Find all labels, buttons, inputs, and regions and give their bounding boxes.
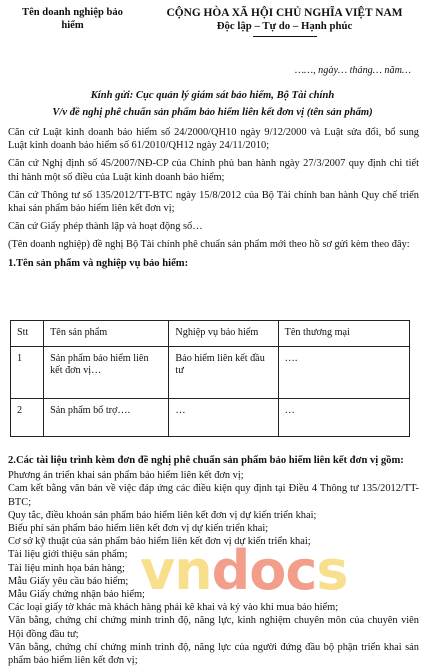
watermark-part: vn bbox=[140, 539, 212, 602]
list-item: Cơ sở kỹ thuật của sản phẩm bảo hiểm liên kết đơn vị dự kiến triển khai; bbox=[8, 536, 311, 548]
company-name-block bbox=[10, 6, 135, 32]
table-cell: 1 bbox=[11, 346, 44, 398]
list-item: Các loại giấy tờ khác mà khách hàng phải kê khai và ký vào khi mua bảo hiểm; bbox=[8, 602, 339, 614]
header-cell: Tên sản phẩm bbox=[44, 321, 169, 347]
watermark-part: doc bbox=[211, 539, 317, 602]
vndoc-watermark-logo bbox=[140, 539, 348, 602]
paragraph: Căn cứ Thông tư số 135/2012/TT-BTC ngày 15/8/2012 của Bộ Tài chính ban hành Quy chế triển khai sản phẩm bảo hiểm liên kết đơn vị; bbox=[8, 189, 419, 215]
motto-underline bbox=[253, 36, 317, 37]
table-cell: 2 bbox=[11, 398, 44, 436]
national-motto: Độc lập – Tự do – Hạnh phúc bbox=[216, 20, 353, 32]
table-header-row bbox=[11, 321, 410, 347]
document-header bbox=[0, 6, 425, 66]
table-row bbox=[11, 346, 410, 398]
country-name: CỘNG HÒA XÃ HỘI CHỦ NGHĨA VIỆT NAM bbox=[166, 7, 403, 19]
table-cell: Bảo hiểm liên kết đầu tư bbox=[169, 346, 278, 398]
table-cell: … bbox=[278, 398, 409, 436]
list-item: Cam kết bằng văn bản về việc đáp ứng các điều kiện quy định tại Điều 4 Thông tư 135/2012/TT-BTC; bbox=[8, 483, 419, 508]
table-cell: Sản phẩm bổ trợ…. bbox=[44, 398, 169, 436]
list-item: Mẫu Giấy yêu cầu bảo hiểm; bbox=[8, 575, 129, 587]
subject-line: V/v đề nghị phê chuẩn sản phẩm bảo hiểm liên kết đơn vị (tên sản phẩm) bbox=[52, 107, 373, 118]
list-item: Mẫu Giấy chứng nhận bảo hiểm; bbox=[8, 589, 145, 601]
company-name-line1: Tên doanh nghiệp bảo bbox=[22, 7, 123, 18]
table-cell: …. bbox=[278, 346, 409, 398]
header-cell: Tên thương mại bbox=[278, 321, 409, 347]
section-2-title: 2.Các tài liệu trình kèm đơn đề nghị phê chuẩn sản phẩm bảo hiểm liên kết đơn vị gồm: bbox=[8, 455, 404, 466]
table-row bbox=[11, 398, 410, 436]
place-date-line: ……, ngày… tháng… năm… bbox=[294, 65, 411, 76]
list-item: Văn bằng, chứng chỉ chứng minh trình độ, năng lực, kinh nghiệm chuyên môn của chuyên viên Hội đồng đầu tư; bbox=[8, 615, 419, 640]
section-1-title: 1.Tên sản phẩm và nghiệp vụ bảo hiểm: bbox=[8, 257, 189, 269]
watermark-part: s bbox=[316, 539, 348, 602]
paragraph: Căn cứ Nghị định số 45/2007/NĐ-CP của Chính phủ ban hành ngày 27/3/2007 quy định chi tiết thi hành một số điều của Luật kinh doanh bảo hiểm; bbox=[8, 158, 419, 183]
list-item: Tài liệu minh họa bán hàng; bbox=[8, 562, 125, 574]
table-cell: Sản phẩm bảo hiểm liên kết đơn vị… bbox=[44, 346, 169, 398]
company-name-line2: hiểm bbox=[61, 20, 84, 31]
paragraph: Căn cứ Giấy phép thành lập và hoạt động số… bbox=[8, 221, 203, 233]
header-cell: Nghiệp vụ bảo hiểm bbox=[169, 321, 278, 347]
table-cell: … bbox=[169, 398, 278, 436]
list-item: Biểu phí sản phẩm bảo hiểm liên kết đơn vị dự kiến triển khai; bbox=[8, 523, 269, 535]
list-item: Phương án triển khai sản phẩm bảo hiểm liên kết đơn vị; bbox=[8, 470, 244, 482]
recipient-line: Kính gửi: Cục quản lý giám sát bảo hiểm, Bộ Tài chính bbox=[90, 90, 335, 101]
national-title-block bbox=[152, 6, 417, 37]
list-item: Tài liệu giới thiệu sản phẩm; bbox=[8, 549, 128, 561]
legal-basis bbox=[8, 126, 419, 270]
header-cell: Stt bbox=[11, 321, 44, 347]
list-item: Văn bằng, chứng chỉ chứng minh trình độ, năng lực của người đứng đầu bộ phận triển khai sản phẩm bảo hiểm liên kết đơn vị; bbox=[8, 641, 419, 667]
paragraph: Căn cứ Luật kinh doanh bảo hiểm số 24/2000/QH10 ngày 9/12/2000 và Luật sửa đổi, bổ sung Luật kinh doanh bảo hiểm số 61/2010/QH12 ngày 24/11/2010; bbox=[8, 127, 419, 152]
paragraph: (Tên doanh nghiệp) đề nghị Bộ Tài chính phê chuẩn sản phẩm mới theo hồ sơ gửi kèm theo đây: bbox=[8, 239, 410, 251]
product-table bbox=[10, 320, 410, 437]
list-item: Quy tắc, điều khoản sản phẩm bảo hiểm liên kết đơn vị dự kiến triển khai; bbox=[8, 509, 317, 521]
